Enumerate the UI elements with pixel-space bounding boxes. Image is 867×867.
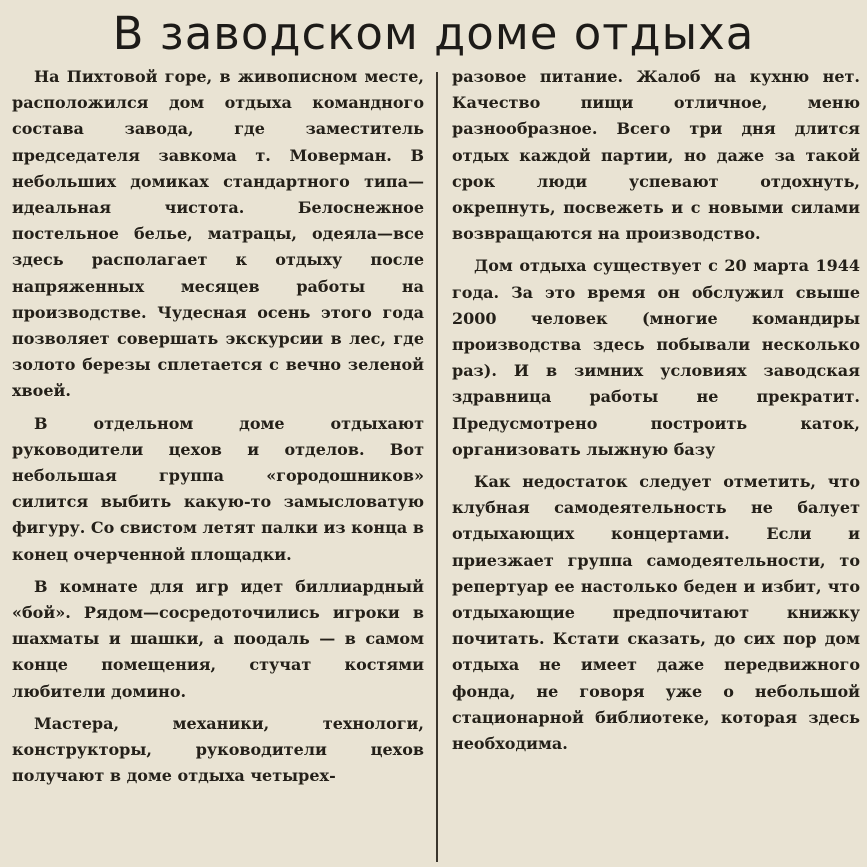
article-paragraph: На Пихтовой горе, в живописном месте, расположился дом отдыха командного состава завода, где заместитель председателя завкома т. Моверман. В небольших домиках стандартного типа—идеальная чистота. Белоснежное постельное белье, матрацы, одеяла—все здесь располагает к отдыху после напряженных месяцев работы на производстве. Чудесная осень этого года позволяет совершать экскурсии в лес, где золото березы сплетается с вечно зеленой хвоей. <box>12 67 424 401</box>
article-paragraph: В комнате для игр идет биллиардный «бой». Рядом—сосредоточились игроки в шахматы и шашки, а поодаль — в самом конце помещения, стучат костями любители домино. <box>12 576 424 701</box>
article-paragraph: В отдельном доме отдыхают руководители цехов и отделов. Вот небольшая группа «городошников» силится выбить какую-то замысловатую фигуру. Со свистом летят палки из конца в конец очерченной площадки. <box>12 413 424 564</box>
article-paragraph: Как недостаток следует отметить, что клубная самодеятельность не балует отдыхающих концертами. Если и приезжает группа самодеятельности, то репертуар ее настолько беден и избит, что отдыхающие предпочитают книжку почитать. Кстати сказать, до сих пор дом отдыха не имеет даже передвижного фонда, не говоря уже о небольшой стационарной библиотеке, которая здесь необходима. <box>452 472 860 754</box>
article-paragraph: разовое питание. Жалоб на кухню нет. Качество пищи отличное, меню разнообразное. Всего три дня длится отдых каждой партии, но даже за такой срок люди успевают отдохнуть, окрепнуть, посвежеть и с новыми силами возвращаются на производство. <box>452 67 860 244</box>
article-headline: В заводском доме отдыха <box>112 7 755 60</box>
article-column-left <box>12 64 424 795</box>
article-paragraph: Мастера, механики, технологи, конструкторы, руководители цехов получают в доме отдыха четырех- <box>12 713 424 786</box>
article-paragraph: Дом отдыха существует с 20 марта 1944 года. За это время он обслужил свыше 2000 человек (многие командиры производства здесь побывали несколько раз). И в зимних условиях заводская здравница работы не прекратит. Предусмотрено построить каток, организовать лыжную базу <box>452 256 860 459</box>
article-column-right <box>452 64 860 763</box>
column-divider <box>436 72 438 862</box>
